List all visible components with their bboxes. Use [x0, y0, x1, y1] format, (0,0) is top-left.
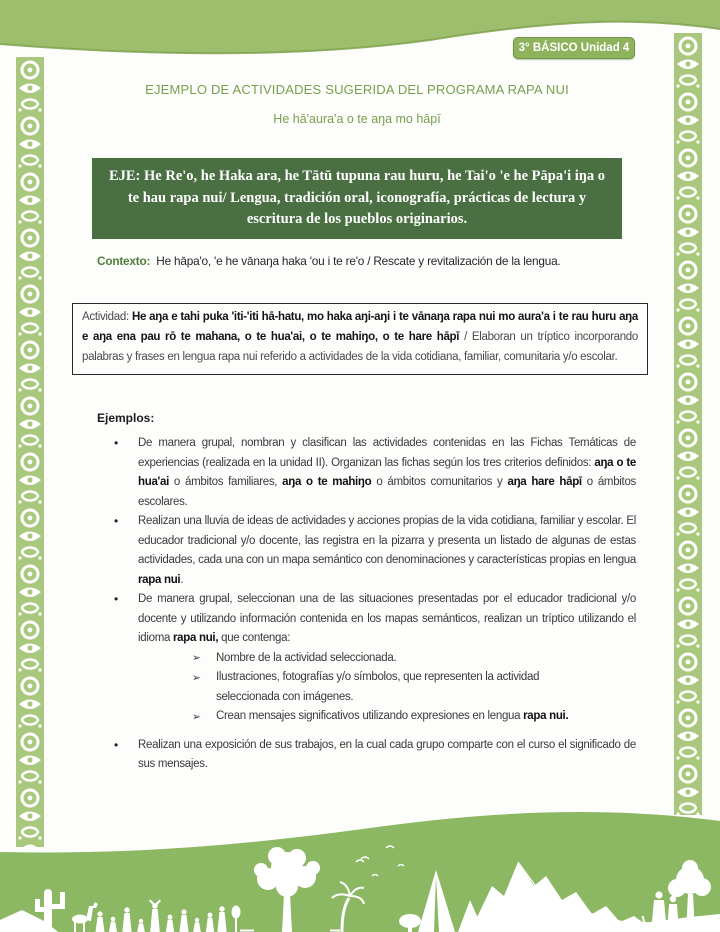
ejemplos-bullet-list — [112, 434, 636, 775]
bullet-icon: • — [114, 592, 119, 606]
sub-bullet-text: Crean mensajes significativos utilizando expresiones en lengua rapa nui. — [216, 710, 569, 722]
bullet-icon: • — [114, 514, 119, 528]
bullet-text: De manera grupal, nombran y clasifican las actividades contenidas en las Fichas Temáticas de experiencias (realizada en la unidad II). Organizan las fichas según los tres criterios definidos: aŋa o te hua'ai o ámbitos familiares, aŋa o te mahiŋo o ámbitos comunitarios y aŋa hare hāpī o ámbitos escolares. — [138, 437, 636, 508]
ejemplos-heading: Ejemplos: — [97, 411, 155, 425]
left-ornament-border — [16, 57, 44, 847]
arrowhead-bullet-icon: ➢ — [192, 652, 201, 664]
header-wave-band — [0, 0, 720, 70]
page-subtitle: He hā'aura'a o te aŋa mo hāpī — [273, 112, 441, 126]
eje-banner: EJE: He Re'o, he Haka ara, he Tātū tupuna rau huru, he Tai'o 'e he Pāpa'i iŋa o te hau rapa nui/ Lengua, tradición oral, iconografía, prácticas de lectura y escritura de los pueblos originarios. — [92, 158, 622, 239]
actividad-box: Actividad: He aŋa e tahi puka 'iti-'iti hā-hatu, mo haka aŋi-aŋi i te vānaŋa rapa nui mo aura'a i te rau huru aŋa e aŋa ena pau rō te mahana, o te hua'ai, o te mahiŋo, o te hare hāpī / Elaboran un tríptico incorporando palabras y frases en lengua rapa nui referido a actividades de la vida cotidiana, familiar, comunitaria y/o escolar. — [72, 303, 648, 375]
sub-bullet-item-2 — [192, 668, 584, 707]
bullet-item-1 — [112, 434, 636, 512]
sub-bullet-text: Nombre de la actividad seleccionada. — [216, 651, 397, 664]
footer-landscape — [0, 800, 720, 932]
page-title: EJEMPLO DE ACTIVIDADES SUGERIDA DEL PROGRAMA RAPA NUI — [145, 82, 569, 97]
bullet-item-2 — [112, 512, 636, 590]
bullet-text: De manera grupal, seleccionan una de las situaciones presentadas por el educador tradicional y/o docente y utilizando información contenida en los mapas semánticos, realizan un tríptico utilizando el idioma rapa nui, que contenga: — [138, 593, 636, 644]
sub-bullet-item-3 — [192, 707, 584, 727]
bullet-text: Realizan una lluvia de ideas de actividades y acciones propias de la vida cotidiana, familiar y escolar. El educador tradicional y/o docente, las registra en la pizarra y presenta un listado de algunas de estas actividades, cada una con un mapa semántico con denominaciones y características propias en lengua rapa nui. — [138, 515, 636, 586]
arrowhead-bullet-icon: ➢ — [192, 710, 201, 723]
bullet-item-4 — [112, 736, 636, 775]
arrowhead-bullet-icon: ➢ — [192, 671, 201, 684]
sub-bullet-text: Ilustraciones, fotografías y/o símbolos, que representen la actividad seleccionada con imágenes. — [216, 671, 540, 703]
right-ornament-border — [674, 33, 702, 815]
bullet-icon: • — [114, 436, 119, 450]
contexto-label: Contexto: — [97, 254, 151, 268]
sub-bullet-item-1 — [192, 649, 584, 669]
bullet-icon: • — [114, 737, 119, 752]
unit-badge: 3° BÁSICO Unidad 4 — [513, 37, 635, 59]
bullet-text: Realizan una exposición de sus trabajos, en la cual cada grupo comparte con el curso el significado de sus mensajes. — [138, 738, 636, 770]
bullet-item-3 — [112, 590, 636, 649]
triptico-sub-list — [192, 649, 584, 727]
contexto-text: He hāpa'o, 'e he vānaŋa haka 'ou i te re'o / Rescate y revitalización de la lengua. — [156, 254, 561, 268]
contexto-row — [97, 254, 628, 268]
